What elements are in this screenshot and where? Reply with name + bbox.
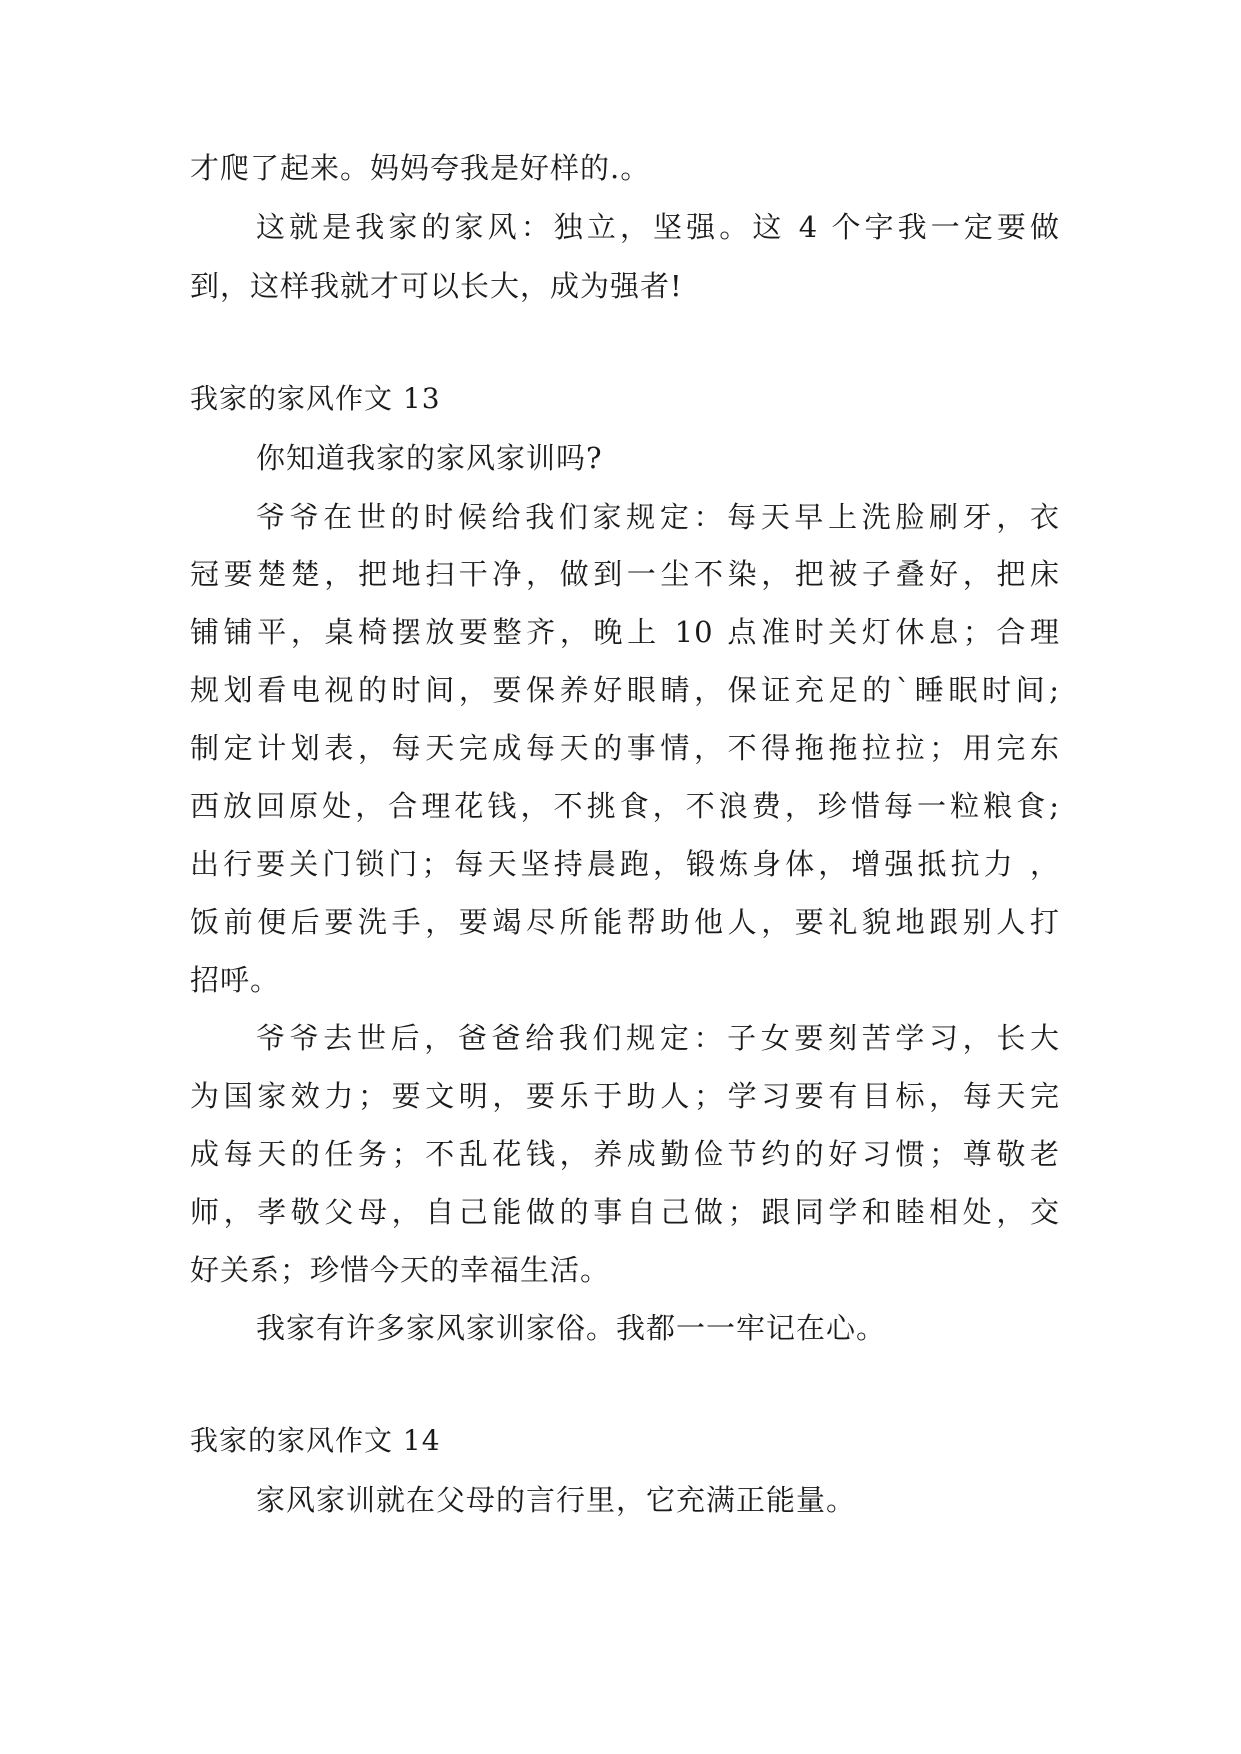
essay-title: 我家的家风作文 13 bbox=[190, 382, 441, 415]
text-line: 到，这样我就才可以长大，成为强者! bbox=[190, 269, 683, 303]
text-line: 招呼。 bbox=[190, 963, 281, 997]
text-line: 才爬了起来。妈妈夸我是好样的.。 bbox=[190, 151, 651, 185]
text-line: 这就是我家的家风：独立，坚强。这 4 个字我一定要做 bbox=[256, 210, 1060, 244]
text-line: 饭前便后要洗手，要竭尽所能帮助他人，要礼貌地跟别人打 bbox=[190, 905, 1060, 939]
text-line: 制定计划表，每天完成每天的事情，不得拖拖拉拉；用完东 bbox=[190, 731, 1060, 765]
text-line: 铺铺平，桌椅摆放要整齐，晚上 10 点准时关灯休息；合理 bbox=[190, 615, 1060, 649]
text-line: 爷爷在世的时候给我们家规定：每天早上洗脸刷牙，衣 bbox=[256, 500, 1060, 534]
text-line: 出行要关门锁门；每天坚持晨跑，锻炼身体，增强抵抗力 ， bbox=[190, 847, 1060, 881]
essay-title: 我家的家风作文 14 bbox=[190, 1424, 441, 1457]
text-line: 冠要楚楚，把地扫干净，做到一尘不染，把被子叠好，把床 bbox=[190, 557, 1060, 591]
text-line: 我家有许多家风家训家俗。我都一一牢记在心。 bbox=[256, 1311, 887, 1345]
text-line: 师，孝敬父母，自己能做的事自己做；跟同学和睦相处，交 bbox=[190, 1195, 1060, 1229]
text-line: 为国家效力；要文明，要乐于助人；学习要有目标，每天完 bbox=[190, 1079, 1060, 1113]
text-line: 规划看电视的时间，要保养好眼睛，保证充足的`睡眠时间; bbox=[190, 673, 1060, 707]
text-line: 爷爷去世后，爸爸给我们规定：子女要刻苦学习，长大 bbox=[256, 1021, 1060, 1055]
text-line: 好关系；珍惜今天的幸福生活。 bbox=[190, 1253, 611, 1287]
text-line: 西放回原处，合理花钱，不挑食，不浪费，珍惜每一粒粮食; bbox=[190, 789, 1060, 823]
text-line: 成每天的任务；不乱花钱，养成勤俭节约的好习惯；尊敬老 bbox=[190, 1137, 1060, 1171]
text-line: 你知道我家的家风家训吗? bbox=[256, 441, 603, 475]
text-line: 家风家训就在父母的言行里，它充满正能量。 bbox=[256, 1483, 857, 1517]
